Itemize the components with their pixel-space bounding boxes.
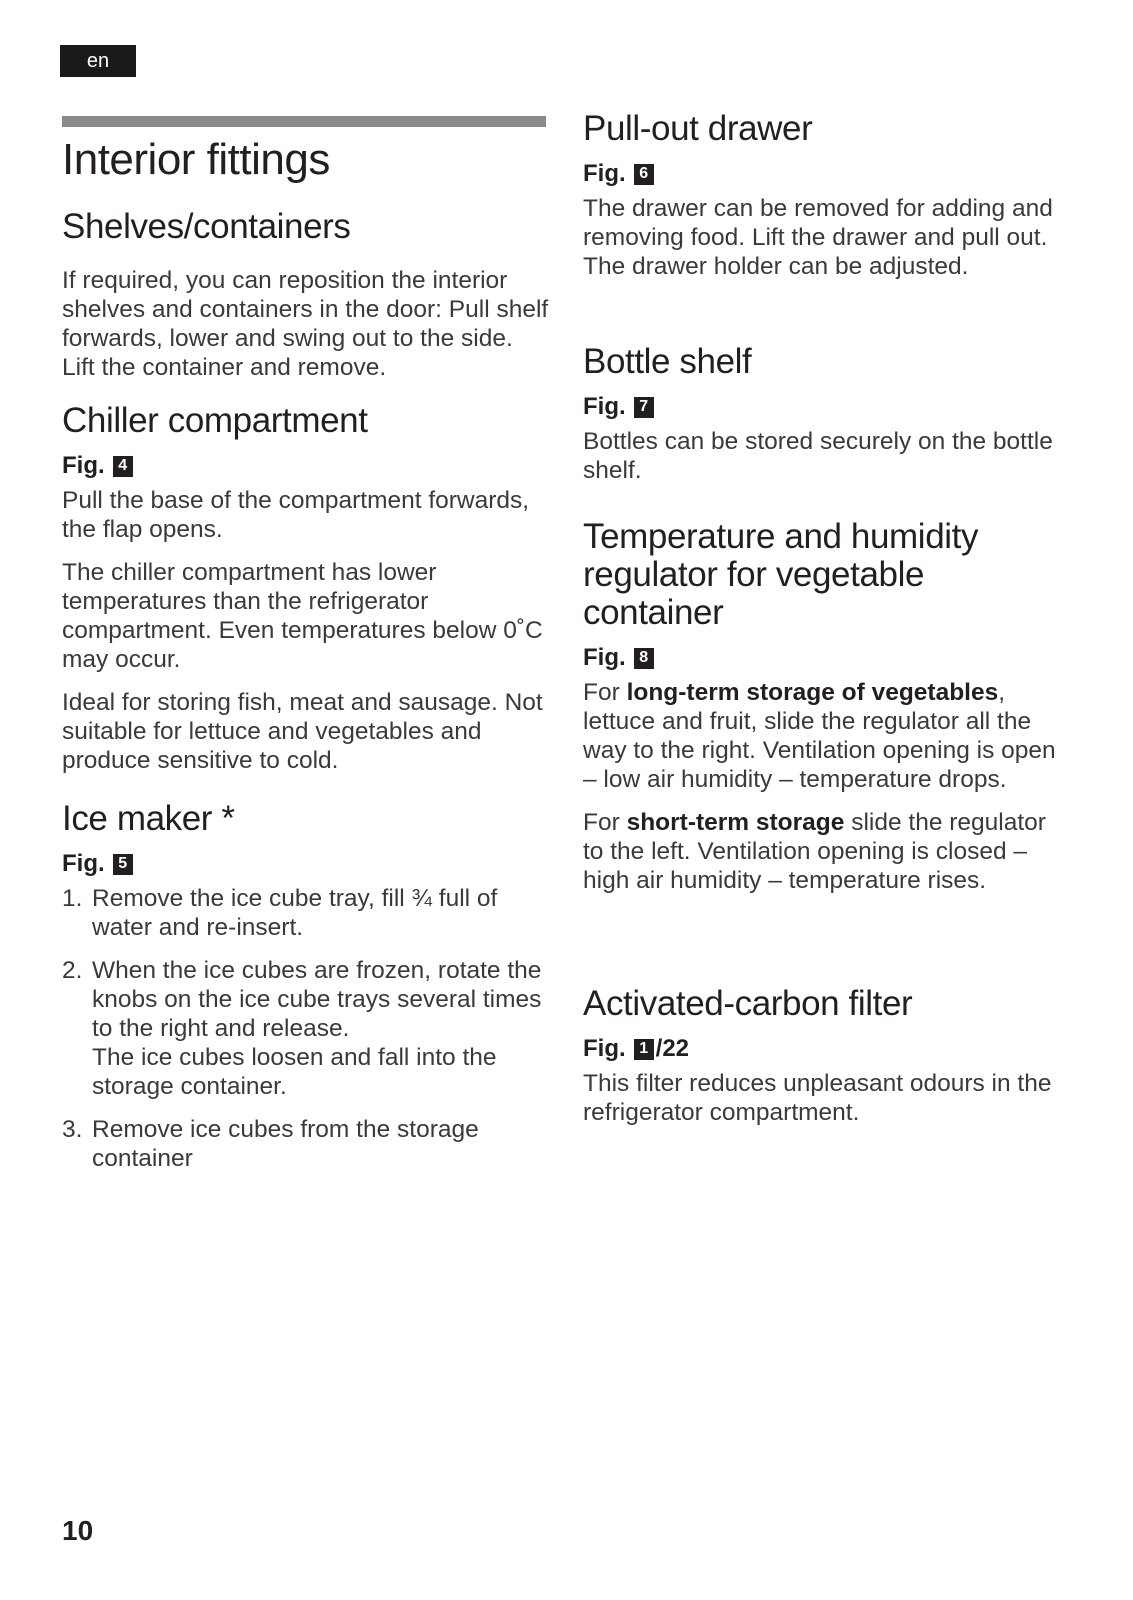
section-filter <box>583 985 1063 1127</box>
text-run: For <box>583 809 627 836</box>
paragraph: Pull the base of the compartment forwards, the flap opens. <box>62 487 530 543</box>
section-text: This filter reduces unpleasant odours in the refrigerator compartment. <box>583 1070 1052 1126</box>
title-rule <box>62 116 546 127</box>
section-heading: Ice maker * <box>62 799 235 838</box>
section-regulator <box>583 518 1063 895</box>
fig-label: Fig. <box>583 160 626 187</box>
paragraph <box>583 678 1063 794</box>
section-drawer <box>583 110 1063 281</box>
step-text-continued: The ice cubes loosen and fall into the storage container. <box>92 1044 497 1100</box>
paragraph <box>583 808 1063 895</box>
fig-label: Fig. <box>62 452 105 479</box>
fig-label: Fig. <box>583 393 626 420</box>
fig-number-badge: 6 <box>634 164 654 185</box>
section-heading: Pull-out drawer <box>583 109 813 148</box>
fig-label: Fig. <box>62 850 105 877</box>
step-number: 1. <box>62 885 83 912</box>
fig-reference <box>583 160 1063 188</box>
section-shelves <box>62 208 550 382</box>
page-title: Interior fittings <box>62 135 330 184</box>
page-number: 10 <box>62 1515 94 1546</box>
section-chiller <box>62 402 550 775</box>
fig-reference <box>583 644 1063 672</box>
step-body <box>92 956 550 1101</box>
paragraph: Ideal for storing fish, meat and sausage. Not suitable for lettuce and vegetables and produce sensitive to cold. <box>62 689 543 774</box>
fig-reference <box>583 1035 1063 1063</box>
fig-number-badge: 8 <box>634 648 654 669</box>
section-heading: Bottle shelf <box>583 342 752 381</box>
section-heading: Shelves/containers <box>62 207 351 246</box>
step-text: Remove ice cubes from the storage container <box>92 1116 479 1172</box>
section-bottle-shelf <box>583 343 1063 485</box>
text-run: For <box>583 679 627 706</box>
step-text: Remove the ice cube tray, fill ¾ full of water and re-insert. <box>92 885 498 941</box>
fig-suffix: /22 <box>655 1035 690 1062</box>
step-text: When the ice cubes are frozen, rotate the knobs on the ice cube trays several times to the right and release. <box>92 957 542 1042</box>
text-run: slide the regulator to the left. Ventilation opening is closed – high air humidity – temperature rises. <box>583 809 1046 894</box>
fig-number-badge: 1 <box>634 1039 654 1060</box>
language-tab: en <box>60 45 136 77</box>
paragraph: The chiller compartment has lower temperatures than the refrigerator compartment. Even temperatures below 0˚C may occur. <box>62 559 543 673</box>
step-number: 3. <box>62 1116 83 1143</box>
fig-label: Fig. <box>583 1035 626 1062</box>
list-item <box>62 956 550 1101</box>
section-heading: Temperature and humidity regulator for vegetable container <box>583 517 979 632</box>
step-number: 2. <box>62 957 83 984</box>
fig-reference <box>62 452 550 480</box>
section-text: The drawer can be removed for adding and removing food. Lift the drawer and pull out. The drawer holder can be adjusted. <box>583 195 1053 280</box>
section-text: If required, you can reposition the interior shelves and containers in the door: Pull shelf forwards, lower and swing out to the side. Lift the container and remove. <box>62 267 549 381</box>
fig-reference <box>62 850 550 878</box>
fig-number-badge: 4 <box>113 456 133 477</box>
list-item <box>62 1115 550 1173</box>
fig-number-badge: 7 <box>634 397 654 418</box>
fig-number-badge: 5 <box>113 854 133 875</box>
fig-reference <box>583 393 1063 421</box>
section-ice-maker <box>62 800 550 1187</box>
section-heading: Activated-carbon filter <box>583 984 913 1023</box>
emphasis: short-term storage <box>626 809 845 836</box>
section-text: Bottles can be stored securely on the bottle shelf. <box>583 428 1053 484</box>
steps-list <box>62 884 550 1173</box>
list-item <box>62 884 550 942</box>
section-heading: Chiller compartment <box>62 401 368 440</box>
fig-label: Fig. <box>583 644 626 671</box>
text-run: , lettuce and fruit, slide the regulator all the way to the right. Ventilation opening is open – low air humidity – temperature drops. <box>583 679 1056 793</box>
emphasis: long-term storage of vegetables <box>626 679 999 706</box>
